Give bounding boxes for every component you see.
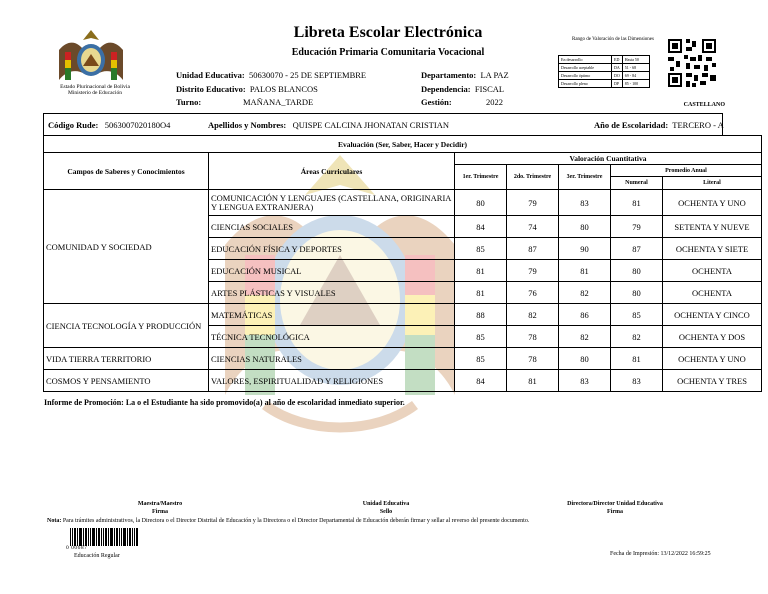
print-date: Fecha de Impresión: 13/12/2022 16:59:25	[610, 551, 711, 557]
valuation-scale-table	[558, 55, 650, 88]
bolivia-coat-of-arms-icon	[55, 28, 127, 86]
gestion-value: 2022	[486, 97, 503, 107]
grade-numeral: 79	[611, 216, 663, 238]
evaluation-header: Evaluación (Ser, Saber, Hacer y Decidir)	[44, 136, 762, 153]
trimester-3-header: 3er. Trimestre	[559, 165, 611, 190]
evaluation-header-row	[44, 136, 762, 153]
school-seal: Unidad Educativa Sello	[362, 501, 410, 515]
grade-t1: 84	[455, 370, 507, 392]
area-cell: COMUNICACIÓN Y LENGUAJES (CASTELLANA, ORIGINARIA Y LENGUA EXTRANJERA)	[209, 190, 455, 216]
qr-code-icon	[666, 37, 718, 89]
trimester-1-header: 1er. Trimestre	[455, 165, 507, 190]
grade-literal: OCHENTA Y DOS	[663, 326, 762, 348]
grade-t1: 81	[455, 282, 507, 304]
teacher-signature: Maestra/Maestro Firma	[137, 501, 183, 515]
grade-t1: 88	[455, 304, 507, 326]
grade-t2: 76	[507, 282, 559, 304]
campo-cell: COSMOS Y PENSAMIENTO	[44, 370, 209, 392]
grade-t3: 82	[559, 282, 611, 304]
grade-literal: OCHENTA	[663, 282, 762, 304]
table-row	[44, 370, 762, 392]
grade-literal: OCHENTA	[663, 260, 762, 282]
grade-t1: 84	[455, 216, 507, 238]
distrito-row: Distrito Educativo: PALOS BLANCOS	[176, 84, 318, 94]
promedio-header: Promedio Anual	[611, 165, 762, 177]
grade-literal: SETENTA Y NUEVE	[663, 216, 762, 238]
table-row	[44, 348, 762, 370]
emblem-caption-ministry: Ministerio de Educación	[67, 90, 123, 96]
emblem-caption-state: Estado Plurinacional de Bolivia	[60, 84, 130, 90]
table-row	[44, 304, 762, 326]
grade-literal: OCHENTA Y TRES	[663, 370, 762, 392]
grade-numeral: 85	[611, 304, 663, 326]
student-name-field: Apellidos y Nombres: QUISPE CALCINA JHONATAN CRISTIAN	[208, 120, 449, 130]
grade-literal: OCHENTA Y UNO	[663, 348, 762, 370]
grade-literal: OCHENTA Y UNO	[663, 190, 762, 216]
scale-row: Desarrollo aceptable DA 51 - 68	[559, 64, 650, 72]
area-cell: EDUCACIÓN FÍSICA Y DEPORTES	[209, 238, 455, 260]
grade-t3: 81	[559, 260, 611, 282]
grade-t2: 78	[507, 348, 559, 370]
grade-numeral: 81	[611, 348, 663, 370]
grade-t3: 80	[559, 216, 611, 238]
campos-header: Campos de Saberes y Conocimientos	[44, 153, 209, 190]
area-cell: TÉCNICA TECNOLÓGICA	[209, 326, 455, 348]
grade-numeral: 80	[611, 260, 663, 282]
document-subtitle: Educación Primaria Comunitaria Vocacional	[291, 47, 485, 58]
grade-t3: 80	[559, 348, 611, 370]
director-signature: Directora/Director Unidad Educativa Firma	[567, 501, 663, 515]
table-header-row	[44, 153, 762, 165]
grade-numeral: 82	[611, 326, 663, 348]
grade-t3: 83	[559, 190, 611, 216]
area-cell: EDUCACIÓN MUSICAL	[209, 260, 455, 282]
grade-t1: 85	[455, 238, 507, 260]
grade-literal: OCHENTA Y CINCO	[663, 304, 762, 326]
grade-t2: 81	[507, 370, 559, 392]
grade-t3: 83	[559, 370, 611, 392]
area-cell: CIENCIAS SOCIALES	[209, 216, 455, 238]
barcode-number: 0 00687	[66, 545, 88, 551]
grade-t3: 82	[559, 326, 611, 348]
table-row	[44, 190, 762, 216]
barcode-label: Educación Regular	[74, 553, 120, 559]
grade-t2: 79	[507, 190, 559, 216]
school-year-field: Año de Escolaridad: TERCERO - A	[594, 120, 724, 130]
grade-literal: OCHENTA Y SIETE	[663, 238, 762, 260]
language-label: CASTELLANO	[683, 102, 725, 108]
grade-t1: 81	[455, 260, 507, 282]
departamento-row: Departamento: LA PAZ	[421, 70, 509, 80]
area-cell: CIENCIAS NATURALES	[209, 348, 455, 370]
campo-cell: CIENCIA TECNOLOGÍA Y PRODUCCIÓN	[44, 304, 209, 348]
document-title: Libreta Escolar Electrónica	[293, 24, 483, 41]
rude-field: Código Rude: 5063007020180O4	[48, 120, 171, 130]
promotion-report: Informe de Promoción: La o el Estudiante ha sido promovido(a) al año de escolaridad inmediato superior.	[44, 398, 405, 407]
grade-numeral: 87	[611, 238, 663, 260]
grade-t2: 74	[507, 216, 559, 238]
grade-t2: 78	[507, 326, 559, 348]
trimester-2-header: 2do. Trimestre	[507, 165, 559, 190]
scale-row: Desarrollo pleno DP 85 - 100	[559, 80, 650, 88]
grade-t2: 82	[507, 304, 559, 326]
area-cell: VALORES, ESPIRITUALIDAD Y RELIGIONES	[209, 370, 455, 392]
grade-t2: 79	[507, 260, 559, 282]
grade-t3: 86	[559, 304, 611, 326]
dependencia-row: Dependencia: FISCAL	[421, 84, 505, 94]
turno-value: MAÑANA_TARDE	[243, 97, 314, 107]
area-cell: MATEMÁTICAS	[209, 304, 455, 326]
grade-t1: 85	[455, 348, 507, 370]
grade-t1: 80	[455, 190, 507, 216]
areas-header: Áreas Curriculares	[209, 153, 455, 190]
grade-numeral: 81	[611, 190, 663, 216]
scale-row: En desarrollo ED Hasta 50	[559, 56, 650, 64]
barcode-icon	[70, 528, 138, 546]
scale-title: Rango de Valoración de las Dimensiones	[572, 37, 654, 42]
scale-row: Desarrollo óptimo DO 69 - 84	[559, 72, 650, 80]
area-cell: ARTES PLÁSTICAS Y VISUALES	[209, 282, 455, 304]
grade-t2: 87	[507, 238, 559, 260]
grade-t3: 90	[559, 238, 611, 260]
grade-numeral: 83	[611, 370, 663, 392]
student-info-bar	[43, 113, 723, 136]
unidad-educativa-row: Unidad Educativa: 50630070 - 25 DE SEPTIEMBRE	[176, 70, 367, 80]
gestion-label: Gestión:	[421, 97, 452, 107]
valoracion-header: Valoración Cuantitativa	[455, 153, 762, 165]
campo-cell: VIDA TIERRA TERRITORIO	[44, 348, 209, 370]
grades-table	[43, 135, 762, 392]
grade-t1: 85	[455, 326, 507, 348]
footer-note: Nota: Para trámites administrativos, la Directora o el Director Distrital de Educación y la Directora o el Director Departamental de Educación deberán firmar y sellar al reverso del presente documento.	[47, 518, 530, 524]
grade-numeral: 80	[611, 282, 663, 304]
campo-cell: COMUNIDAD Y SOCIEDAD	[44, 190, 209, 304]
turno-label: Turno:	[176, 97, 202, 107]
numeral-header: Numeral	[611, 177, 663, 190]
literal-header: Literal	[663, 177, 762, 190]
